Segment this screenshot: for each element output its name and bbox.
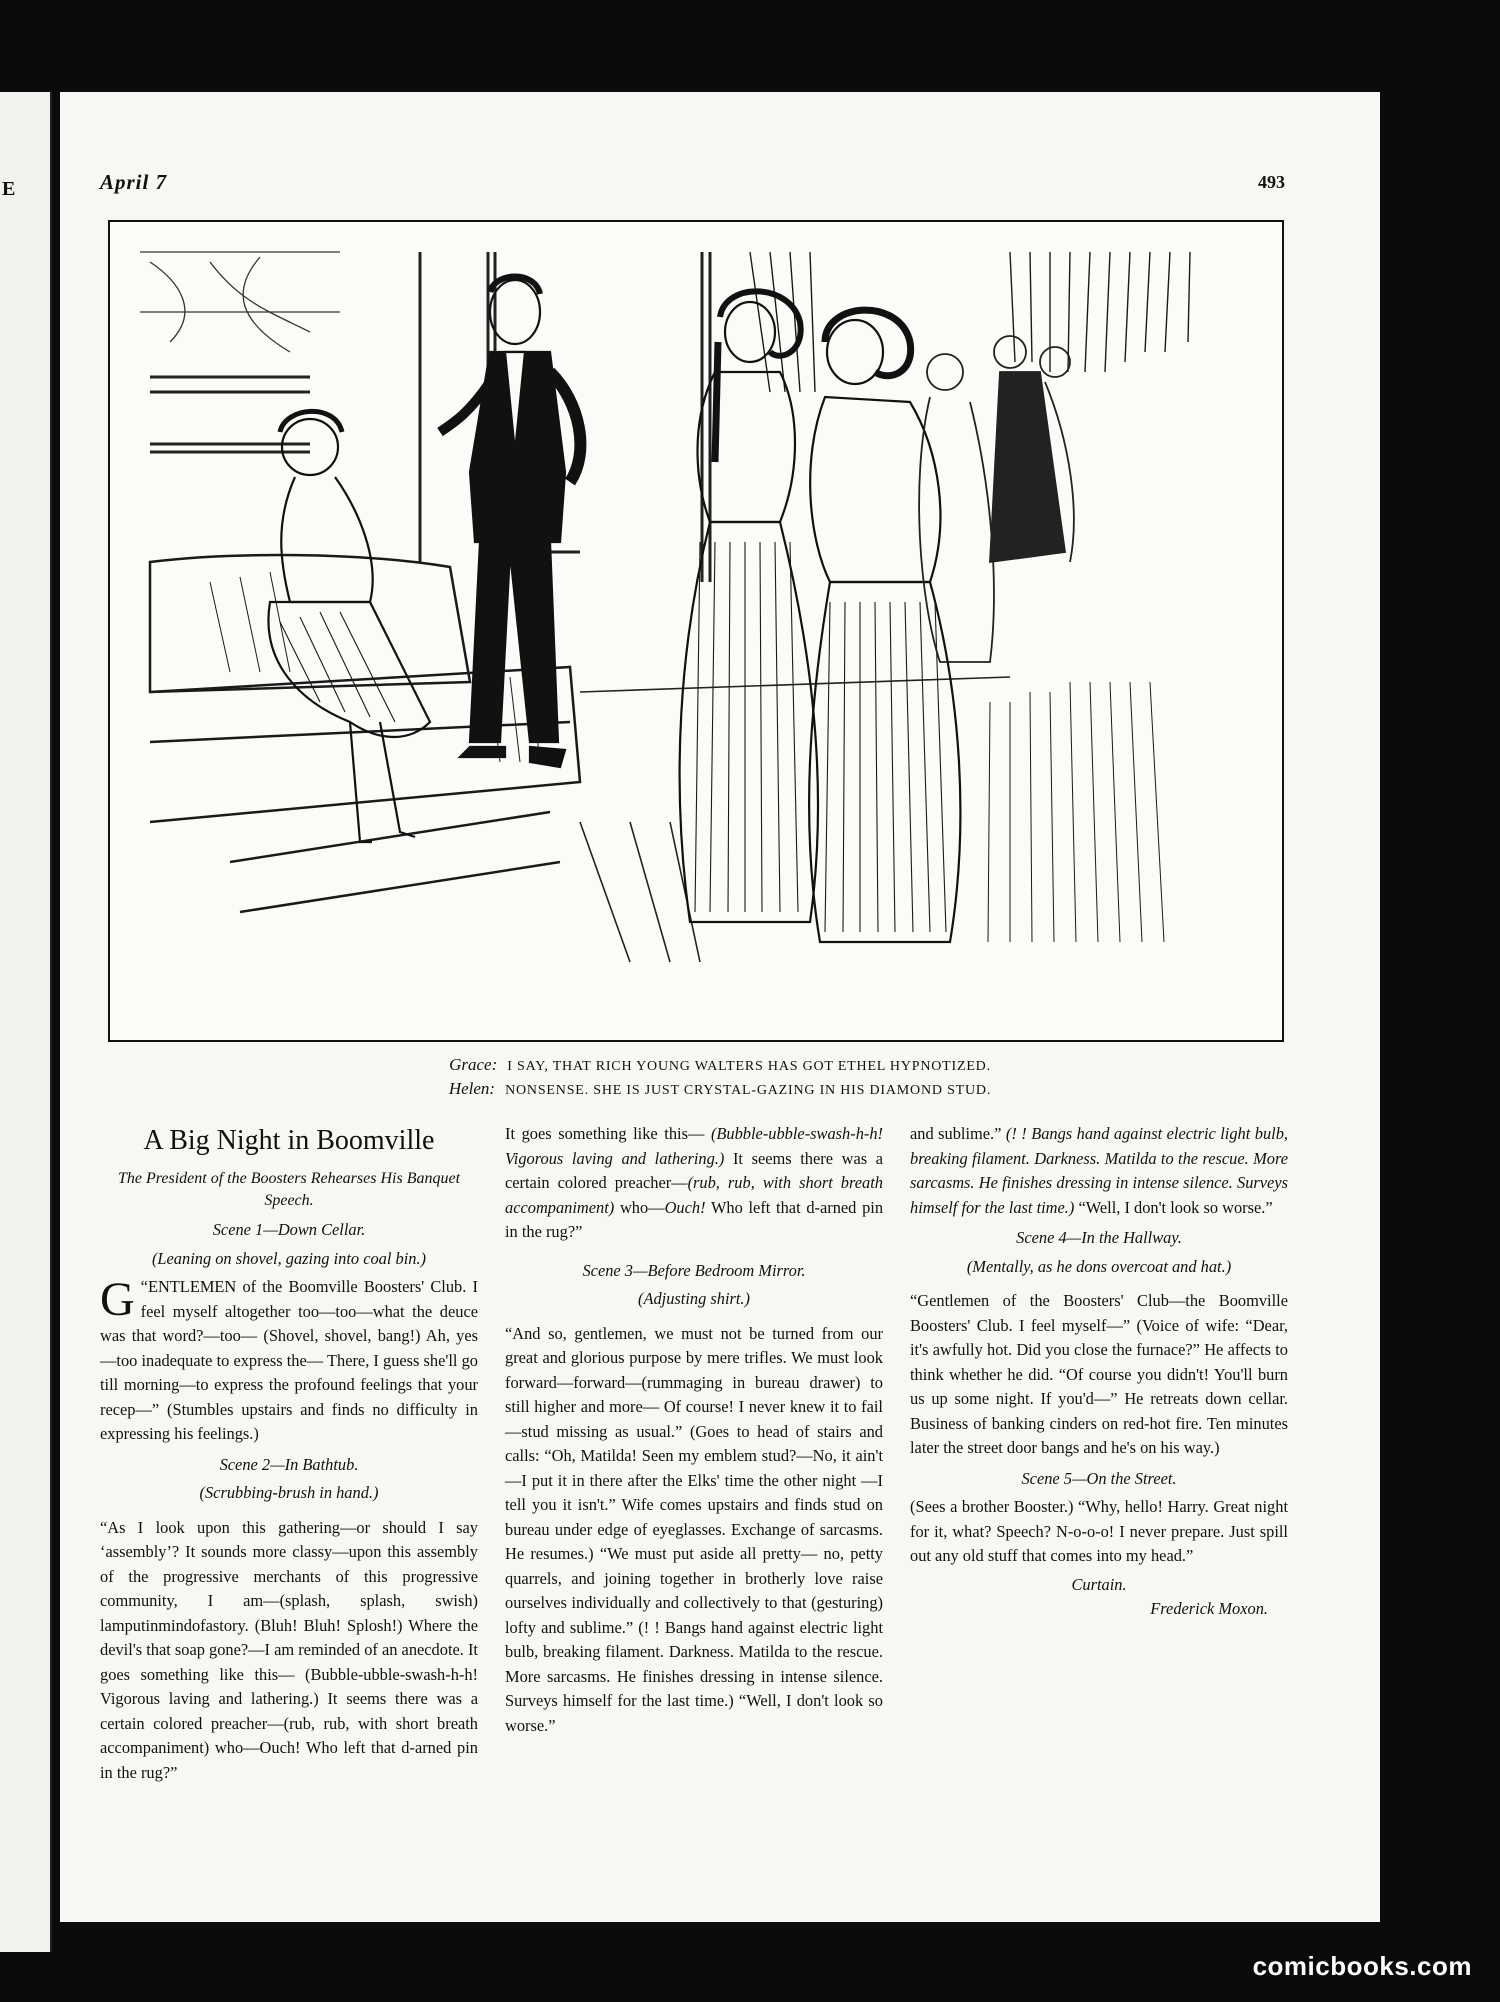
running-head: April 7 (100, 170, 168, 194)
drop-cap: G (100, 1273, 135, 1326)
scene-1-paragraph (100, 1275, 478, 1447)
illustration (108, 220, 1284, 1042)
site-watermark: comicbooks.com (1252, 1951, 1472, 1981)
scene-4-text: “Gentlemen of the Boosters' Club—the Boomville Boosters' Club. I feel myself—” (Voice of wife: “Dear, it's awfully hot. Did you close the furnace?” He affects to think whether he did. “Of course you didn't! You'll burn us up some night. If you'd—” He retreats down cellar. Business of banking cinders on red-hot fire. Ten minutes later the street door bangs and he's on his way.) (910, 1291, 1288, 1457)
scene-heading: Scene 2—In Bathtub. (219, 1454, 359, 1474)
article-column-2 (505, 1122, 883, 1816)
page-number: 493 (1258, 172, 1285, 192)
caption-speaker: Helen: (448, 1079, 496, 1098)
scene-heading: Scene 3—Before Bedroom Mirror. (582, 1260, 806, 1280)
scene-3-text: “And so, gentlemen, we must not be turned from our great and glorious purpose by mere trifles. We must look forward—forward—(rummaging in bureau drawer) to still higher and more— Of course! I never knew it to fail—stud missing as usual.” (Goes to head of stairs and calls: “Oh, Matilda! Seen my emblem stud?—No, it ain't—I put it in there after the Elks' time the other night —I tell you it isn't.” Wife comes upstairs and finds stud on bureau under edge of eyeglasses. Exchange of sarcasms. He resumes.) “We must put aside all pretty— no, petty quarrels, and joining together in brotherly love raise ourselves individually and collectively to that (gesturing) lofty and sublime.” (! ! Bangs hand against electric light bulb, breaking filament. Darkness. Matilda to the rescue. More sarcasms. He finishes dressing in intense silence. Surveys himself for the last time.) “Well, I don't look so worse.” (505, 1323, 883, 1735)
scene-2-text: “As I look upon this gathering—or should I say ‘assembly’? It sounds more classy—upon this assembly of the progressive merchants of this progressive community, I am—(splash, splash, swish) lamputinmindofastory. (Bluh! Bluh! Splosh!) Where the devil's that soap gone?—I am reminded of an anecdote. It goes something like this— (Bubble-ubble-swash-h-h! Vigorous laving and lathering.) It seems there was a certain colored preacher—(rub, rub, with short breath accompaniment) who—Ouch! Who left that d-arned pin in the rug?” (100, 1517, 478, 1782)
magazine-page (60, 92, 1380, 1922)
scene-heading: Scene 5—On the Street. (1021, 1468, 1177, 1488)
article-title: A Big Night in Boomville (143, 1125, 435, 1156)
caption-text: NONSENSE. SHE IS JUST CRYSTAL-GAZING IN HIS DIAMOND STUD. (505, 1083, 992, 1098)
scene-3-continued: and sublime.” (! ! Bangs hand against electric light bulb, breaking filament. Darkness. Matilda to the rescue. More sarcasms. He finishes dressing in intense silence. Surveys himself for the last time.) “Well, I don't look so worse.” (910, 1124, 1289, 1217)
stage-direction: (Adjusting shirt.) (637, 1289, 750, 1308)
caption-text: I SAY, THAT RICH YOUNG WALTERS HAS GOT ETHEL HYPNOTIZED. (507, 1059, 991, 1074)
article-column-1 (100, 1122, 478, 1782)
scene-2-continued: It goes something like this— (Bubble-ubble-swash-h-h! Vigorous laving and lathering.) It seems there was a certain colored preacher—(rub, rub, with short breath accompaniment) who—Ouch! Who left that d-arned pin in the rug?” (505, 1124, 884, 1241)
caption-speaker: Grace: (449, 1055, 498, 1074)
article-column-3 (910, 1122, 1288, 1622)
adjacent-page-edge (0, 92, 52, 1952)
article-subtitle: The President of the Boosters Rehearses His Banquet Speech. (117, 1170, 461, 1209)
scene-heading: Scene 4—In the Hallway. (1016, 1228, 1182, 1247)
adjacent-page-letter: E (2, 178, 16, 200)
caption-line-helen (60, 1078, 1380, 1102)
party-scene-drawing (110, 222, 1282, 1040)
stage-direction: (Mentally, as he dons overcoat and hat.) (966, 1256, 1232, 1276)
stage-direction: (Leaning on shovel, gazing into coal bin.) (151, 1248, 427, 1268)
author-signature: Frederick Moxon. (1150, 1599, 1268, 1618)
curtain-line: Curtain. (1071, 1574, 1127, 1594)
stage-direction: (Scrubbing-brush in hand.) (199, 1483, 379, 1502)
illustration-caption (60, 1054, 1380, 1102)
scene-heading: Scene 1—Down Cellar. (212, 1220, 366, 1239)
scene-5-text: (Sees a brother Booster.) “Why, hello! Harry. Great night for it, what? Speech? N-o-o-o! I never prepare. Just spill out any old stuff that comes into my head.” (910, 1497, 1288, 1565)
caption-line-grace (60, 1054, 1380, 1078)
scene-1-text: “ENTLEMEN of the Boomville Boosters' Club. I feel myself altogether too—too—what the deuce was that word?—too— (Shovel, shovel, bang!) Ah, yes—too inadequate to express the— There, I guess she'll go till morning—to express the profound feelings that your recep—” (Stumbles upstairs and finds no difficulty in expressing his feelings.) (100, 1277, 478, 1443)
